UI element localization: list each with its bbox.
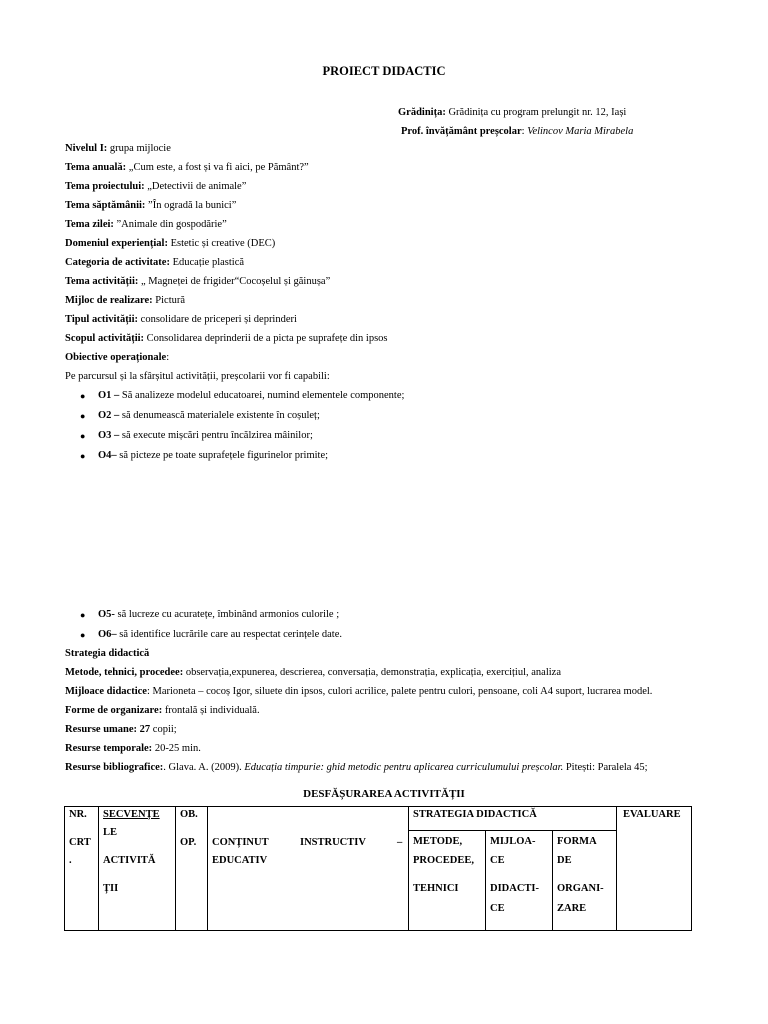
materials-value: : Marioneta – cocoș Igor, siluete din ipsos, culori acrilice, palete pentru culori, pensoane, coli A4 suport, lucrarea model. [146,686,653,697]
objective-text: să identifice lucrările care au respectat cerințele date. [119,629,342,640]
objective-item [98,390,404,401]
objective-item [98,430,313,441]
field-label: Tema anuală: [65,162,127,173]
objective-item [98,609,339,620]
bullet-icon: ● [80,451,86,461]
objective-item [98,410,320,421]
field-value: ”Animale din gospodărie” [116,219,227,230]
time-resources-value: 20-25 min. [154,743,201,754]
objective-code: O4– [98,450,117,461]
methods-label: Metode, tehnici, procedee: [65,667,184,678]
field-value: : [166,352,170,363]
field-value: „Detectivii de animale” [147,181,247,192]
field-category [65,257,244,268]
bibliography-title: Educația timpurie: ghid metodic pentru aplicarea curriculumului preșcolar. [244,762,564,773]
header-nr-crt: NR. CRT . [65,807,99,931]
activity-table-title: DESFĂȘURAREA ACTIVITĂȚII [303,788,465,800]
field-project-theme [65,181,246,192]
field-domain [65,238,275,249]
objective-code: O5- [98,609,115,620]
kindergarten-label: Grădinița: [398,107,446,118]
field-label: Tema activității: [65,276,139,287]
field-value: ”În ogradă la bunici” [148,200,237,211]
teacher-name: Velincov Maria Mirabela [527,126,634,137]
field-value: „ Magneței de frigider“Cocoșelul și găinușa” [141,276,331,287]
materials-line [65,686,652,697]
field-level [65,143,171,154]
header-strategy: STRATEGIA DIDACTICĂ [409,807,617,831]
bibliography-line [65,762,648,773]
field-label: Scopul activității: [65,333,145,344]
field-label: Nivelul I: [65,143,108,154]
field-value: Educație plastică [172,257,245,268]
objective-code: O6– [98,629,117,640]
methods-line [65,667,561,678]
objective-text: să picteze pe toate suprafețele figurinelor primite; [119,450,329,461]
objective-code: O3 – [98,430,120,441]
field-label: Tema proiectului: [65,181,145,192]
objective-item [98,450,328,461]
field-label: Categoria de activitate: [65,257,170,268]
activity-table [64,806,692,931]
bibliography-label: Resurse bibliografice: [65,762,164,773]
field-value: Estetic și creative (DEC) [170,238,276,249]
field-label: Obiective operaționale [65,352,167,363]
objective-text: să lucreze cu acuratețe, îmbinând armonios culorile ; [114,609,340,620]
human-resources-label: Resurse umane: 27 [65,724,151,735]
field-value: Pictură [155,295,186,306]
time-resources-label: Resurse temporale: [65,743,153,754]
organization-label: Forme de organizare: [65,705,163,716]
field-value: consolidare de priceperi și deprinderi [140,314,297,325]
kindergarten-line [398,107,626,118]
field-label: Domeniul experiențial: [65,238,168,249]
objectives-intro: Pe parcursul și la sfârșitul activității, preșcolarii vor fi capabili: [65,371,330,382]
teacher-line: Prof. învățământ preșcolar: Velincov Maria Mirabela [401,126,634,137]
objective-code: O2 – [98,410,120,421]
human-resources-line [65,724,177,735]
field-objectives-heading [65,352,169,363]
header-organization-form: FORMA DE ORGANI- ZARE [553,831,617,931]
field-value: Consolidarea deprinderii de a picta pe suprafețe din ipsos [146,333,388,344]
field-label: Tema săptămânii: [65,200,146,211]
field-week-theme [65,200,236,211]
field-value: grupa mijlocie [109,143,171,154]
field-annual-theme [65,162,309,173]
bullet-icon: ● [80,411,86,421]
kindergarten-value: Grădinița cu program prelungit nr. 12, Iași [448,107,627,118]
bibliography-author: . Glava. A. (2009). [163,762,242,773]
header-content: CONȚINUT INSTRUCTIV – EDUCATIV [208,807,409,931]
teacher-label: Prof. învățământ preșcolar [401,126,522,137]
field-activity-type [65,314,297,325]
objective-text: să execute mișcări pentru încălzirea mâinilor; [121,430,313,441]
header-objectives: OB. OP. [176,807,208,931]
field-label: Mijloc de realizare: [65,295,153,306]
header-materials: MIJLOA- CE DIDACTI- CE [486,831,553,931]
methods-value: observația,expunerea, descrierea, conversația, demonstrația, explicația, exercițiul, analiza [185,667,561,678]
field-label: Tipul activității: [65,314,139,325]
field-means [65,295,185,306]
objective-text: Să analizeze modelul educatoarei, numind elementele componente; [121,390,405,401]
bullet-icon: ● [80,610,86,620]
header-methods: METODE, PROCEDEE, TEHNICI [409,831,486,931]
objective-item [98,629,342,640]
time-resources-line [65,743,201,754]
field-activity-theme [65,276,330,287]
objective-code: O1 – [98,390,120,401]
bullet-icon: ● [80,391,86,401]
strategy-title: Strategia didactică [65,648,150,659]
header-sequences: SECVENȚE LE ACTIVITĂ ȚII [99,807,176,931]
bullet-icon: ● [80,431,86,441]
human-resources-value: copii; [150,724,177,735]
field-day-theme [65,219,227,230]
field-label: Tema zilei: [65,219,114,230]
document-title: PROIECT DIDACTIC [322,64,446,78]
field-value: „Cum este, a fost și va fi aici, pe Pământ?” [128,162,309,173]
materials-label: Mijloace didactice [65,686,147,697]
header-evaluation: EVALUARE [617,807,692,931]
organization-line [65,705,260,716]
objective-text: să denumească materialele existente în coșuleț; [121,410,320,421]
bibliography-publisher: Pitești: Paralela 45; [565,762,648,773]
field-purpose [65,333,388,344]
bullet-icon: ● [80,630,86,640]
organization-value: frontală și individuală. [164,705,260,716]
